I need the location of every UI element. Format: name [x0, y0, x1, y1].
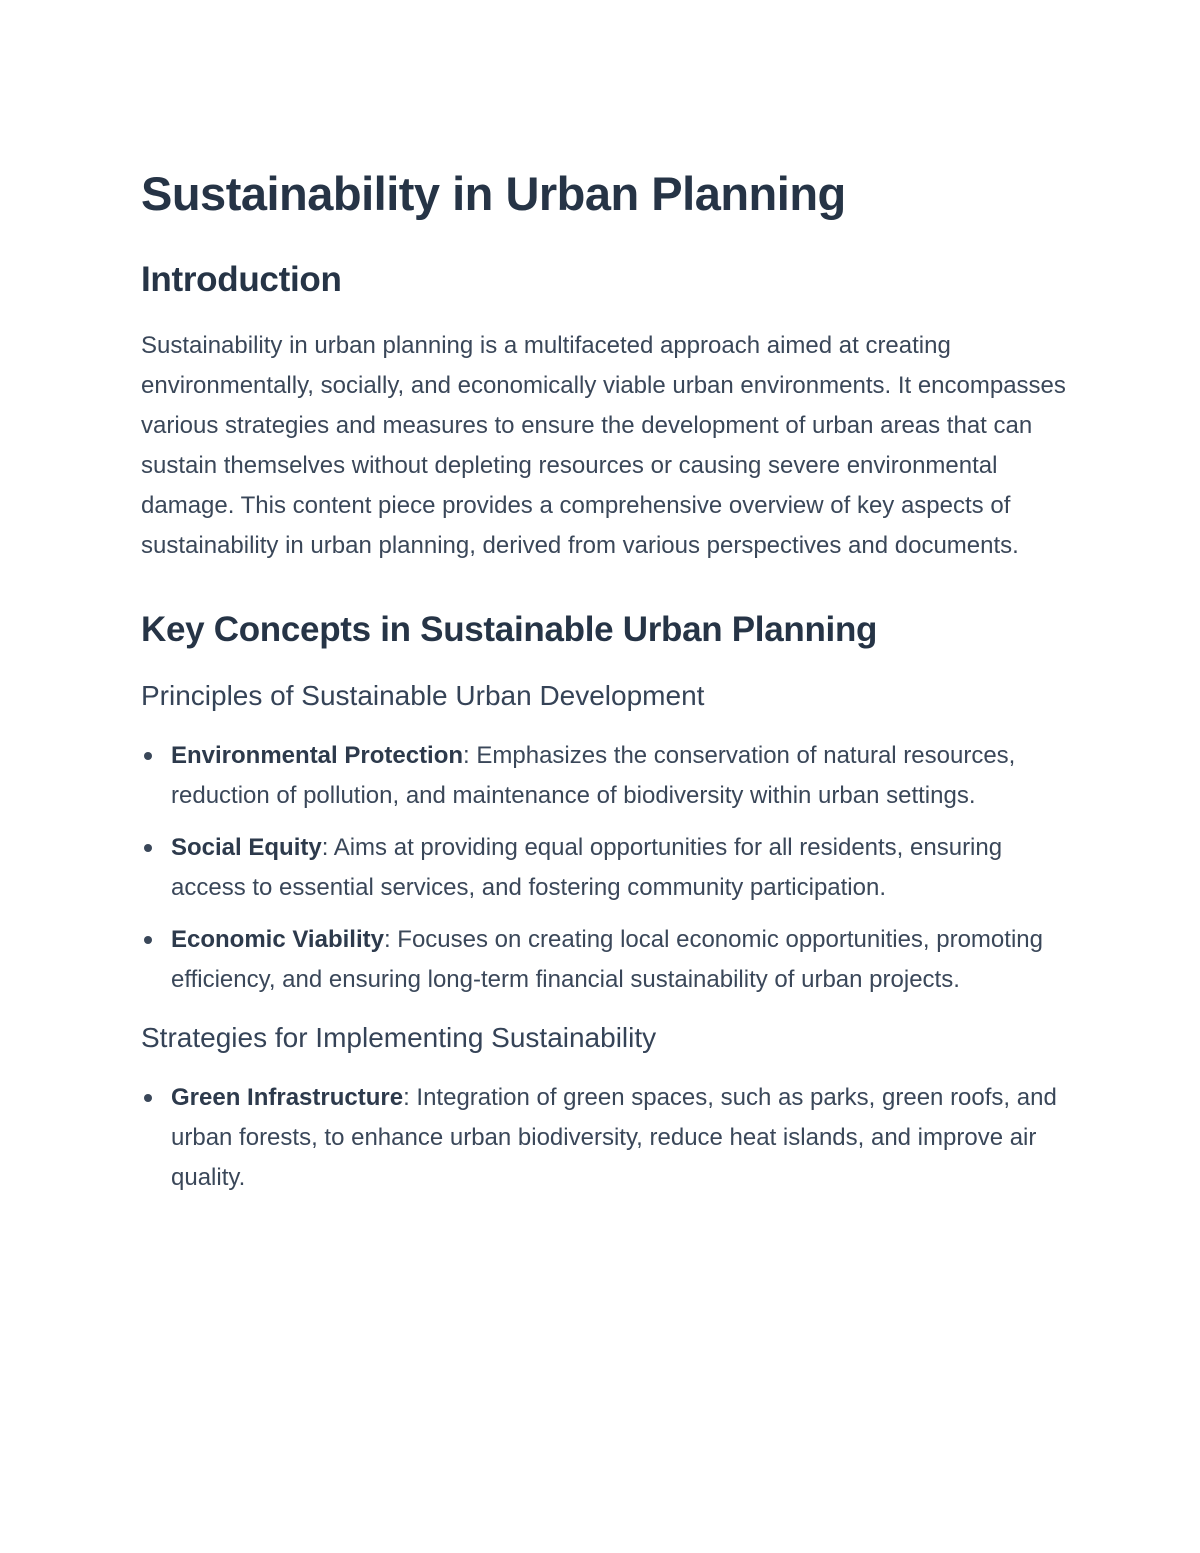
list-item [141, 920, 1071, 1000]
list-item-term: Environmental Protection [171, 742, 464, 769]
list-item [141, 828, 1071, 908]
strategies-list [141, 1078, 1071, 1198]
list-item-text: : Focuses on creating local economic opportunities, promoting efficiency, and ensuring long-term financial sustainability of urban projects. [171, 926, 1043, 993]
list-item-term: Green Infrastructure [171, 1084, 404, 1111]
list-item [141, 736, 1071, 816]
list-item [141, 1078, 1071, 1198]
bullet-icon [144, 752, 152, 760]
document-page [141, 162, 1071, 1210]
bullet-icon [144, 844, 152, 852]
list-item-text: : Emphasizes the conservation of natural resources, reduction of pollution, and maintenance of biodiversity within urban settings. [171, 742, 1016, 809]
list-item-text: : Integration of green spaces, such as parks, green roofs, and urban forests, to enhance urban biodiversity, reduce heat islands, and improve air quality. [171, 1084, 1057, 1191]
bullet-icon [144, 936, 152, 944]
list-item-term: Economic Viability [171, 926, 384, 953]
bullet-icon [144, 1094, 152, 1102]
principles-heading: Principles of Sustainable Urban Development [141, 680, 705, 711]
principles-list [141, 736, 1071, 1000]
list-item-term: Social Equity [171, 834, 322, 861]
key-concepts-heading: Key Concepts in Sustainable Urban Planning [141, 610, 878, 649]
introduction-heading: Introduction [141, 260, 342, 299]
introduction-paragraph: Sustainability in urban planning is a multifaceted approach aimed at creating environmentally, socially, and economically viable urban environments. It encompasses various strategies and measures to ensure the development of urban areas that can sustain themselves without depleting resources or causing severe environmental damage. This content piece provides a comprehensive overview of key aspects of sustainability in urban planning, derived from various perspectives and documents. [141, 332, 1066, 559]
page-title: Sustainability in Urban Planning [141, 167, 846, 220]
strategies-heading: Strategies for Implementing Sustainability [141, 1022, 657, 1053]
list-item-text: : Aims at providing equal opportunities for all residents, ensuring access to essential services, and fostering community participation. [171, 834, 1003, 901]
